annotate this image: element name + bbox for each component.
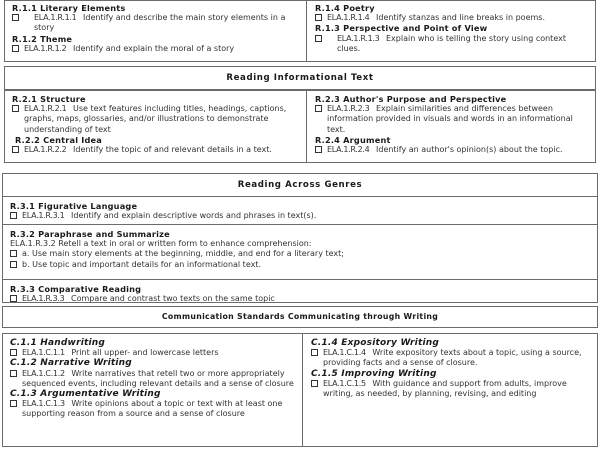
checkbox-icon[interactable] [315,146,322,153]
standard-code: ELA.1.C.1.5 [323,378,366,388]
checkbox-icon[interactable] [12,45,19,52]
standard-code: ELA.1.R.2.2 [24,145,67,155]
standard-text: Identify the topic of and relevant details in a text. [73,145,272,155]
standard-text: b. Use topic and important details for an informational text. [22,259,262,269]
section-heading: C.1.5 Improving Writing [311,368,437,379]
standard-item[interactable] [10,249,592,259]
standard-text: Identify and explain descriptive words and phrases in text(s). [71,211,317,221]
standard-item[interactable] [12,13,300,33]
strand1-right [307,1,596,54]
standard-code: ELA.1.R.2.4 [327,145,370,155]
strand-title: Reading Across Genres [237,180,363,190]
standard-item[interactable] [12,44,300,54]
strand3-section-1 [2,199,598,221]
strand-title: Reading Informational Text [226,73,374,83]
standard-item[interactable] [315,34,590,54]
standard-code: ELA.1.R.3.3 [22,294,65,304]
checkbox-icon[interactable] [12,105,19,112]
checkbox-icon[interactable] [315,35,322,42]
standard-text: Print all upper- and lowercase letters [71,348,219,358]
standard-item[interactable] [10,294,592,304]
standard-text: Use text features including titles, headings, captions, graphs, maps, glossaries, and/or illustrations to demonstrate understanding of text [24,104,287,134]
strand4-right [303,336,598,399]
standard-item[interactable] [12,104,300,135]
section-heading: C.1.3 Argumentative Writing [10,389,161,400]
standard-item[interactable] [10,211,592,221]
checkbox-icon[interactable] [12,14,19,21]
standard-item[interactable] [315,145,590,155]
standard-code: ELA.1.R.1.4 [327,13,370,23]
strand3-separator [2,279,598,280]
standard-item[interactable] [315,104,590,135]
section-heading: R.3.2 Paraphrase and Summarize [10,229,170,239]
standard-code: ELA.1.R.2.3 [327,104,370,114]
standard-code: ELA.1.R.1.2 [24,43,67,53]
section-heading: R.2.3 Author's Purpose and Perspective [315,94,507,104]
standard-code: ELA.1.R.3.1 [22,211,65,221]
strand2-title-banner [4,66,596,90]
standard-text: a. Use main story elements at the beginning, middle, and end for a literary text; [22,249,344,259]
standard-item[interactable] [12,145,300,155]
checkbox-icon[interactable] [311,349,318,356]
strand-title: Communication Standards Communicating through Writing [161,312,439,321]
section-heading: R.1.1 Literary Elements [12,3,126,13]
strand3-separator [2,224,598,225]
checkbox-icon[interactable] [12,146,19,153]
standard-intro: ELA.1.R.3.2 Retell a text in oral or written form to enhance comprehension: [10,239,312,249]
strand3-section-2 [2,227,598,270]
standard-text: Write opinions about a topic or text with at least one supporting reason from a source and a sense of closure [22,399,283,419]
checkbox-icon[interactable] [10,261,17,268]
section-heading: C.1.4 Expository Writing [311,338,440,348]
standard-text: Write narratives that retell two or more appropriately sequenced events, including relevant details and a sense of closure [22,368,294,388]
standard-text: Explain who is telling the story using context clues. [337,33,566,53]
strand3-section-3 [2,282,598,304]
standard-text: Explain similarities and differences between information provided in visuals and words in an informational text. [327,104,573,134]
standard-code: ELA.1.C.1.2 [22,368,65,378]
section-heading: C.1.2 Narrative Writing [10,358,132,369]
checkbox-icon[interactable] [10,370,17,377]
standard-code: ELA.1.C.1.1 [22,348,65,358]
section-heading: R.1.4 Poetry [315,3,375,13]
checkbox-icon[interactable] [10,212,17,219]
standard-item[interactable] [10,369,296,389]
strand2-right [307,92,596,155]
standard-item[interactable] [10,348,296,358]
standard-item[interactable] [10,260,592,270]
standard-text: Identify stanzas and line breaks in poems. [376,13,545,23]
section-heading: R.3.1 Figurative Language [10,201,138,211]
section-heading: C.1.1 Handwriting [10,338,106,348]
standard-item[interactable] [315,13,590,23]
checkbox-icon[interactable] [10,400,17,407]
checkbox-icon[interactable] [315,14,322,21]
standard-item[interactable] [311,348,592,368]
checkbox-icon[interactable] [315,105,322,112]
section-heading: R.2.1 Structure [12,94,86,104]
section-heading: R.1.3 Perspective and Point of View [315,23,488,34]
checkbox-icon[interactable] [10,349,17,356]
checkbox-icon[interactable] [10,250,17,257]
standard-code: ELA.1.R.1.3 [337,33,380,43]
standard-text: Identify an author's opinion(s) about the topic. [376,145,563,155]
section-heading: R.2.2 Central Idea [15,134,103,145]
standard-item[interactable] [10,399,296,419]
standard-code: ELA.1.C.1.4 [323,348,366,358]
standard-text: Compare and contrast two texts on the same topic [71,294,275,304]
checkbox-icon[interactable] [10,295,17,302]
strand4-left [2,336,302,420]
strand1-left [4,1,306,54]
standard-item[interactable] [311,379,592,399]
standard-text: Write expository texts about a topic, using a source, providing facts and a sense of closure. [323,348,582,368]
standard-code: ELA.1.C.1.3 [22,399,65,409]
section-heading: R.1.2 Theme [12,33,73,44]
checkbox-icon[interactable] [311,380,318,387]
section-heading: R.3.3 Comparative Reading [10,284,142,294]
strand2-left [4,92,306,155]
standard-code: ELA.1.R.2.1 [24,104,67,114]
strand3-title-banner [2,173,598,197]
standard-text: Identify and explain the moral of a story [73,43,235,53]
standard-code: ELA.1.R.1.1 [34,13,77,23]
standard-text: With guidance and support from adults, improve writing, as needed, by planning, revising, and editing [323,378,567,399]
strand4-title-banner [2,306,598,328]
section-heading: R.2.4 Argument [315,134,391,145]
standard-text: Identify and describe the main story elements in a story [34,13,286,33]
